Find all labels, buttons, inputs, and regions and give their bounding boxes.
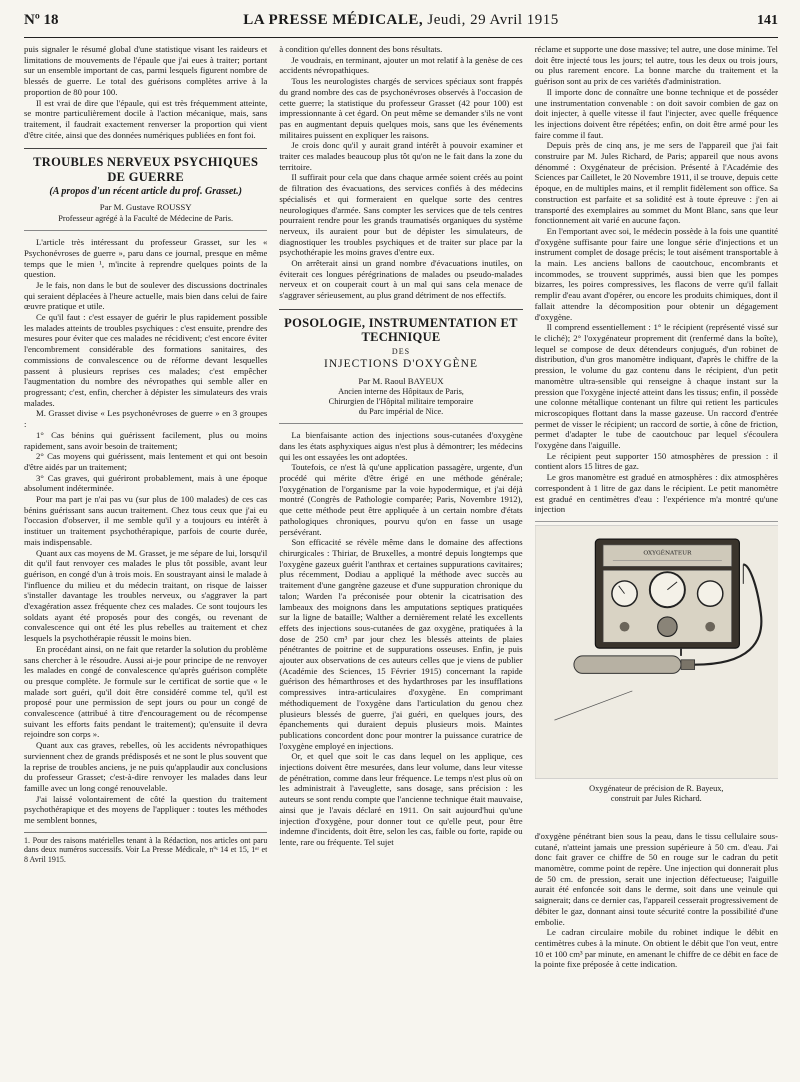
column-1: [24, 44, 267, 1074]
figure-caption: [535, 784, 778, 805]
article-des: DES: [391, 346, 411, 356]
issue-number: Nº 18: [24, 12, 59, 28]
col2b-paragraph-2: Son efficacité se révèle même dans le domaine des affections chirurgicales : Thiriar, de Bruxelles, a montré depuis longtemps que l'oxygène gazeux guérit l'anthrax et certaines suppurations cavitaires; plus récemment, Dodiau a appliqué la méthode avec succès au traitement d'une gangrène gazeuse et d'une suppuration chronique du talon; Warden l'a préconisée pour obtenir la cicatrisation des lambeaux des moignons dans les amputations septiques pratiquées sur la ligne de bataille; Walther a dernièrement relaté les excellents effets des injections sous-cutanées de gaz oxygène, pratiquées à la dose de 250 cm³ par jour chez les blessés atteints de plaies pénétrantes de poitrine et de suppurations osseuses. Enfin, je puis ajouter aux observations de ces auteurs celles que je viens de publier (Académie des Sciences, 15 Février 1915) concernant la rapide guérison des hémarthroses et des hydarthroses par les insufflations compressives intra-articulaires d'oxygène. En comprimant méthodiquement de l'oxygène dans l'articulation du genou chez plusieurs blessés de guerre, j'ai guéri, en quelques jours, des épanchements qui duraient depuis plusieurs mois. Maintes publications concordent donc pour montrer la puissance curatrice de l'oxygène employé en injections.: [279, 537, 523, 751]
oxygenator-illustration: [535, 522, 778, 782]
col1-paragraph-3: M. Grasset divise « Les psychonévroses de guerre » en 3 groupes :: [24, 408, 268, 430]
affil-line-0: Ancien interne des Hôpitaux de Paris,: [338, 387, 464, 397]
column-2: [279, 44, 522, 1074]
col2b-paragraph-3: Or, et quel que soit le cas dans lequel on les applique, ces injections doivent être mesurées, dans leur volume, dans leur vitesse de pénétration, comme dans leur fréquence. Le temps n'est plus où on les administrait à l'aveuglette, sans dosage, sans précision : les auteurs se sont rendu compte que l'ancienne technique était mauvaise, ainsi que je l'avais déclaré en 1911. On sait aujourd'hui qu'une injection d'oxygène, pour donner tout ce qu'elle peut, pour être indemne d'incidents, doit être, selon les cas, faible ou forte, rapide ou lente, rare ou fréquente. Tel sujet: [279, 751, 523, 847]
col3-paragraph-0: réclame et supporte une dose massive; tel autre, une dose minime. Tel doit être injecté tous les jours; tel autre, tous les deux ou trois jours, ou plus rarement encore. La bonne marche du traitement et la guérison sont au prix de ces variétés d'administration.: [534, 44, 778, 87]
article-title-roussy: TROUBLES NERVEUX PSYCHIQUES DE GUERRE: [24, 148, 267, 184]
col2-paragraph-0: à condition qu'elles donnent des bons résultats.: [279, 44, 443, 54]
col1-paragraph-0: L'article très intéressant du professeur Grasset, sur les « Psychonévroses de guerre », paru dans ce journal, presque en même temps que le mien ¹, m'incite à reprendre quelques points de la question.: [24, 237, 268, 280]
col3b-paragraph-0: d'oxygène pénétrant bien sous la peau, dans le tissu cellulaire sous-cutané, n'atteint jamais une pression supérieure à 50 cm. d'eau. J'ai donc fait graver ce chiffre de 50 en rouge sur le cadran du petit manomètre, comme point de repère. Une injection qui donnerait plus de 50 cm. de pression, serait une injection défectueuse; l'aiguille aurait été enfoncée soit dans le derme, soit dans une veinule qui saignerait; dans ce dernier cas, l'appareil cesserait progressivement de débiter le gaz, donnant ainsi toute sécurité contre la possibilité d'une embolie.: [534, 830, 778, 927]
col1-paragraph-6: 3° Cas graves, qui guériront probablement, mais à une époque absolument indéterminée.: [24, 472, 268, 494]
journal-title: [84, 12, 718, 29]
col2-paragraph-4: Il suffirait pour cela que dans chaque armée soient créés au point de filtration des évacuations, des services confiés à des médecins spécialisés et qui formeraient en quelque sorte des centres neurologiques d'armée. Sans compter les services que de tels centres pourraient rendre pour les grands traumatisés organiques du système nerveux, ils auraient pour but de dépister les simulateurs, de diagnostiquer les troubles psychiques et de traiter sur place par la psychothérapie les moins graves d'entre eux.: [279, 172, 523, 258]
col1-paragraph-9: En procédant ainsi, on ne fait que retarder la solution du problème sans chercher à le résoudre. Aussi ai-je pour principe de ne renvoyer les malades en congé de convalescence qu'après guérison complète ou presque complète. Je formule sur le certificat de sortie que « le malade sort guéri, qu'il doit être considéré comme tel, qu'il est proposé pour une permission de sept jours ou pour un congé de convalescence (attribué à titre d'encouragement ou de récompense suivant les efforts faits pendant le traitement); qu'ensuite il devra rejoindre son corps ».: [24, 643, 268, 740]
col1-paragraph-11: J'ai laissé volontairement de côté la question du traitement psychothérapique et des moyens de l'appliquer : toutes les méthodes me semblent bonnes,: [24, 793, 268, 826]
oxygen-cylinder: [574, 656, 681, 674]
col1-intro-1: Il est vrai de dire que l'épaule, qui est très fréquemment atteinte, se montre particulièrement docile à l'action mécanique, mais, sans traitement, il faudrait exactement renverser la proportion qui vient d'être citée, ainsi que des données numériques publiées en font foi.: [24, 97, 268, 140]
valve-dial: [657, 617, 676, 636]
col3-paragraph-6: Le gros manomètre est gradué en atmosphères : dix atmosphères correspondent à 1 litre de gaz dans le récipient. Le petit manomètre est gradué en centimètres d'eau : l'expérience m'a montré qu'une injection: [534, 472, 778, 515]
col2-paragraph-2: Tous les neurologistes chargés de services spéciaux sont frappés du grand nombre des cas de psychonévroses observés à l'occasion de cette guerre; la statistique du professeur Grasset (42 pour 100) est impressionnante à cet égard. On peut même se demander s'ils ne vont pas en augmentant depuis quelques mois, sans que les événements militaires puissent en expliquer les raisons.: [279, 76, 523, 140]
col2-paragraph-3: Je crois donc qu'il y aurait grand intérêt à pouvoir examiner et traiter ces malades beaucoup plus tôt qu'on ne le fait dans la zone du territoire.: [279, 140, 523, 172]
gauge-right: [697, 581, 722, 606]
oxygenator-figure: [535, 521, 778, 827]
col3-body: [535, 44, 778, 515]
col3b-paragraph-1: Le cadran circulaire mobile du robinet indique le débit en centimètres cubes à la minute. On obtient le débit que l'on veut, entre 10 et 100 cm³ par minute, en amenant le chiffre de ce débit en face de la pointe fixe préposée à cette indication.: [534, 927, 778, 970]
col3-paragraph-5: Le récipient peut supporter 150 atmosphères de pression : il contient alors 15 litres de gaz.: [534, 450, 778, 472]
issue-date: Jeudi, 29 Avril 1915: [427, 12, 559, 28]
affiliation-bayeux: [279, 387, 522, 424]
affil-line-1: Chirurgien de l'Hôpital militaire temporaire: [328, 397, 474, 407]
affil-line-2: du Parc impérial de Nice.: [358, 407, 444, 417]
col1-paragraph-1: Je le fais, non dans le but de soulever des discussions doctrinales qui seraient déplacées à l'heure actuelle, mais bien dans celui de faire œuvre pratique et utile.: [24, 279, 268, 312]
col1-paragraph-5: 2° Cas moyens qui guérissent, mais lentement et qui ont besoin d'être aidés par un traitement;: [24, 451, 268, 472]
caption-line-2: construit par Jules Richard.: [610, 794, 702, 804]
col3-paragraph-4: Il comprend essentiellement : 1° le récipient (représenté vissé sur le cliché); 2° l'oxygénateur proprement dit (renfermé dans la boîte), lequel se compose de deux détendeurs conjugués, d'un robinet de distribution, d'un gros manomètre indiquant, d'après le chiffre de la pression, le volume du gaz contenu dans le récipient, d'un petit manomètre ultra-sensible qui renseigne à chaque instant sur la pression que l'oxygène injecté atteint dans les tissus; enfin, il possède une colonne métallique contenant un filtre qui retient les particules microscopiques flottant dans la masse gazeuse. Un raccord d'entrée permet de visser le récipient; un raccord de sortie, à cône de friction, permet d'adapter le tube de caoutchouc par lequel s'écoulera l'oxygène dans l'aiguille.: [534, 322, 778, 451]
col1-paragraph-2: Ce qu'il faut : c'est essayer de guérir le plus rapidement possible les malades atteints de troubles psychiques : c'est ensuite, prendre des mesures pour éviter que ces malades ne récidivent; c'est encore éviter l'encombrement considérable des formations sanitaires, des commissions de convalescence ou de réforme devant lesquelles passent à plusieurs reprises ces malades; c'est empêcher l'augmentation du nombre des névropathes qui semble aller en progressant; c'est, enfin, chercher à dépister les simulateurs des vrais malades.: [24, 312, 268, 408]
col2-paragraph-5: On arrêterait ainsi un grand nombre d'évacuations inutiles, on éviterait ces longues pérégrinations de malades ou pseudo-malades nerveux et on couperait court à un mal qui sans cela menace de s'aggraver sérieusement, au plus grand détriment de nos effectifs.: [279, 258, 523, 301]
affiliation-roussy: Professeur agrégé à la Faculté de Médecine de Paris.: [24, 214, 267, 231]
col1-paragraph-7: Pour ma part je n'ai pas vu (sur plus de 100 malades) de ces cas bénins guérissant sans aucun traitement. Chez tous ceux que j'ai eu l'occasion d'observer, il me semble qu'il y a toujours eu intérêt à instituer un traitement psychothérapique, parfois de courte durée, mais indispensable.: [24, 494, 268, 547]
col3-paragraph-3: En l'emportant avec soi, le médecin possède à la fois une quantité d'oxygène suffisante pour faire une longue série d'injections et un instrument complet de dosage précis; le tout aisément transportable à la main. Les anciens ballons de caoutchouc, encombrants et incommodes, se trouvent supprimés, aussi bien que les pompes bizarres, les poires compressives, les flacons de verre qu'il fallait remplir d'eau avant d'opérer, ou encore les produits chimiques, dont il fallait attendre la décomposition pour obtenir un dégagement d'oxygène.: [534, 225, 778, 322]
col2b-paragraph-0: La bienfaisante action des injections sous-cutanées d'oxygène dans les états asphyxiques aigus n'est plus à démontrer; les médecins qui les ont essayées les ont adoptées.: [279, 430, 523, 462]
page-header: [24, 12, 778, 38]
col3-paragraph-2: Depuis près de cinq ans, je me sers de l'appareil que j'ai fait construire par M. Jules Richard, de Paris; appareil que nous avons dénommé : Oxygénateur de précision. Présenté à l'Académie des Sciences par Cailletet, le 20 Novembre 1911, il se trouve, depuis cette époque, en de multiples mains, et il remplit fidèlement son office. Sa construction est parfaite et sa solidité est à toute épreuve : j'en ai transporté des exemplaires au sommet du Mont Blanc, sans que leur fonctionnement ait varié en aucune façon.: [534, 140, 778, 226]
col2-body-2: [279, 430, 522, 847]
author-roussy: Par M. Gustave ROUSSY: [99, 202, 192, 213]
article-title-bayeux: POSOLOGIE, INSTRUMENTATION ET TECHNIQUE: [279, 309, 522, 345]
col1-paragraph-4: 1° Cas bénins qui guérissent facilement, plus ou moins rapidement, sans avoir besoin de traitement;: [24, 429, 268, 451]
column-3: [535, 44, 778, 1074]
article-subtitle-bayeux: INJECTIONS D'OXYGÈNE: [323, 358, 478, 371]
columns: [24, 44, 778, 1074]
col1-paragraph-10: Quant aux cas graves, rebelles, où les accidents névropathiques surviennent chez de grands prédisposés et ne sont le plus souvent que la reprise de troubles anciens, je ne puis qu'applaudir aux conclusions du professeur Grasset; c'est-à-dire renvoyer les malades dans leur famille avec un long congé renouvelable.: [24, 740, 268, 793]
author-bayeux: Par M. Raoul BAYEUX: [358, 375, 444, 386]
caption-line-1: Oxygénateur de précision de R. Bayeux,: [589, 783, 724, 793]
journal-name: LA PRESSE MÉDICALE,: [243, 12, 424, 28]
footnote: 1. Pour des raisons matérielles tenant à la Rédaction, nos articles ont paru dans deux numéros successifs. Voir La Presse Médicale, nºˢ 14 et 15, 1ᵉʳ et 8 Avril 1915.: [24, 832, 267, 865]
col1-intro-0: puis signaler le résumé global d'une statistique visant les raideurs et limitations de mouvements de l'épaule que j'ai eues à traiter; portant sur un ensemble important de cas, parmi lesquels figurent nombre de blessés de guerre. Le total des guérisons complètes arrive à la proportion de 80 pour 100.: [24, 44, 268, 97]
col3-paragraph-1: Il importe donc de connaître une bonne technique et de posséder une instrumentation convenable : on doit savoir combien de gaz on doit injecter, à quelle vitesse il faut l'injecter, avec quelle fréquence les injections doivent être répétées; enfin, on doit être armé pour les faire comme il faut.: [534, 86, 778, 140]
article-subtitle-roussy: (A propos d'un récent article du prof. Grasset.): [49, 186, 242, 198]
col2-paragraph-1: Je voudrais, en terminant, ajouter un mot relatif à la genèse de ces accidents névropathiques.: [279, 54, 523, 76]
col1-paragraph-8: Quant aux cas moyens de M. Grasset, je me sépare de lui, lorsqu'il dit qu'il faut renvoyer ces malades le plus tôt possible, avant leur guérison, en congé d'un à trois mois. En soustrayant ainsi le malade à l'influence du milieu et du médecin traitant, on risque de laisser s'installer davantage les troubles nerveux, ou s'aggraver la part d'exagération assez fréquente chez ces malades. Ce sont toujours les soldats ayant été proposés pour des congés, ou revenant de convalescence qui ont été les plus rebelles au traitement et chez lesquels la psychothérapie réussit le moins bien.: [24, 547, 268, 644]
col2b-paragraph-1: Toutefois, ce n'est là qu'une application passagère, urgente, d'un procédé qui mérite d'être érigé en une méthode générale; l'oxygénation de l'organisme par la voie hypodermique, et j'ai déjà montré (Congrès de Pathologie comparée; Paris, Novembre 1912), que cette méthode peut être appliquée à un certain nombre d'états pathologiques chroniques, pourvu qu'on en fasse un usage persévérant.: [279, 462, 523, 537]
case-label: OXYGÉNATEUR: [643, 550, 692, 557]
gauge-large: [650, 572, 685, 607]
col2-body: [279, 44, 522, 301]
col1-body: [24, 237, 267, 826]
page-number: 141: [757, 13, 778, 28]
col3-body-2: [535, 831, 778, 970]
